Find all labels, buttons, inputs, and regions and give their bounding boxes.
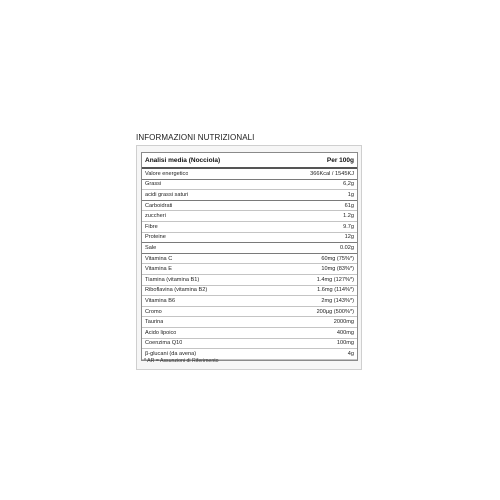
header-value: Per 100g <box>326 156 354 164</box>
row-value: 200µg (500%*) <box>316 308 354 315</box>
table-row <box>142 190 357 201</box>
table-row <box>142 307 357 318</box>
row-value: 1.2g <box>343 213 354 220</box>
row-value: 100mg <box>336 340 354 347</box>
row-value: 366Kcal / 1545KJ <box>310 170 354 177</box>
table-row <box>142 286 357 297</box>
row-value: 400mg <box>336 329 354 336</box>
row-label: Proteine <box>145 234 166 241</box>
row-label: Sale <box>145 244 157 251</box>
row-value: 1.4mg (127%*) <box>316 276 354 283</box>
row-label: Coenzima Q10 <box>145 340 183 347</box>
row-label: Vitamina C <box>145 255 173 262</box>
nutrition-table <box>141 152 358 361</box>
row-label: acidi grassi saturi <box>145 191 189 198</box>
row-label: Cromo <box>145 308 162 315</box>
table-row <box>142 243 357 254</box>
row-value: 1g <box>347 191 354 198</box>
table-row <box>142 339 357 350</box>
row-value: 12g <box>344 234 354 241</box>
row-value: 2000mg <box>333 319 354 326</box>
row-value: 6,2g <box>343 181 354 188</box>
row-value: 4g <box>347 350 354 357</box>
row-label: Taurina <box>145 319 164 326</box>
row-label: Grassi <box>145 181 162 188</box>
row-value: 2mg (143%*) <box>321 297 354 304</box>
table-body <box>142 169 357 360</box>
row-value: 1.6mg (114%*) <box>317 287 354 294</box>
row-value: 10mg (83%*) <box>321 266 354 273</box>
table-row <box>142 169 357 180</box>
header-label: Analisi media (Nocciola) <box>145 156 221 164</box>
table-row <box>142 328 357 339</box>
row-label: Fibre <box>145 223 158 230</box>
table-header <box>142 152 357 169</box>
table-row <box>142 222 357 233</box>
row-label: Vitamina B6 <box>145 297 176 304</box>
table-row <box>142 264 357 275</box>
row-value: 9.7g <box>343 223 354 230</box>
table-row <box>142 233 357 244</box>
row-label: β-glucani (da avena) <box>145 350 197 357</box>
table-row <box>142 296 357 307</box>
table-row <box>142 254 357 265</box>
row-value: 0.02g <box>340 244 354 251</box>
footnote: * AR = Assunzioni di Riferimento <box>144 358 219 364</box>
row-label: Vitamina E <box>145 266 172 273</box>
nutrition-panel <box>136 145 362 370</box>
row-value: 60mg (75%*) <box>321 255 354 262</box>
row-label: Valore energetico <box>145 170 189 177</box>
table-row <box>142 275 357 286</box>
table-row <box>142 180 357 191</box>
table-row <box>142 201 357 212</box>
page-title: INFORMAZIONI NUTRIZIONALI <box>136 133 255 142</box>
row-value: 61g <box>344 202 354 209</box>
row-label: Tiamina (vitamina B1) <box>145 276 200 283</box>
row-label: Riboflavina (vitamina B2) <box>145 287 208 294</box>
table-row <box>142 317 357 328</box>
row-label: Acido lipoico <box>145 329 177 336</box>
row-label: zuccheri <box>145 213 166 220</box>
row-label: Carboidrati <box>145 202 173 209</box>
table-row <box>142 211 357 222</box>
